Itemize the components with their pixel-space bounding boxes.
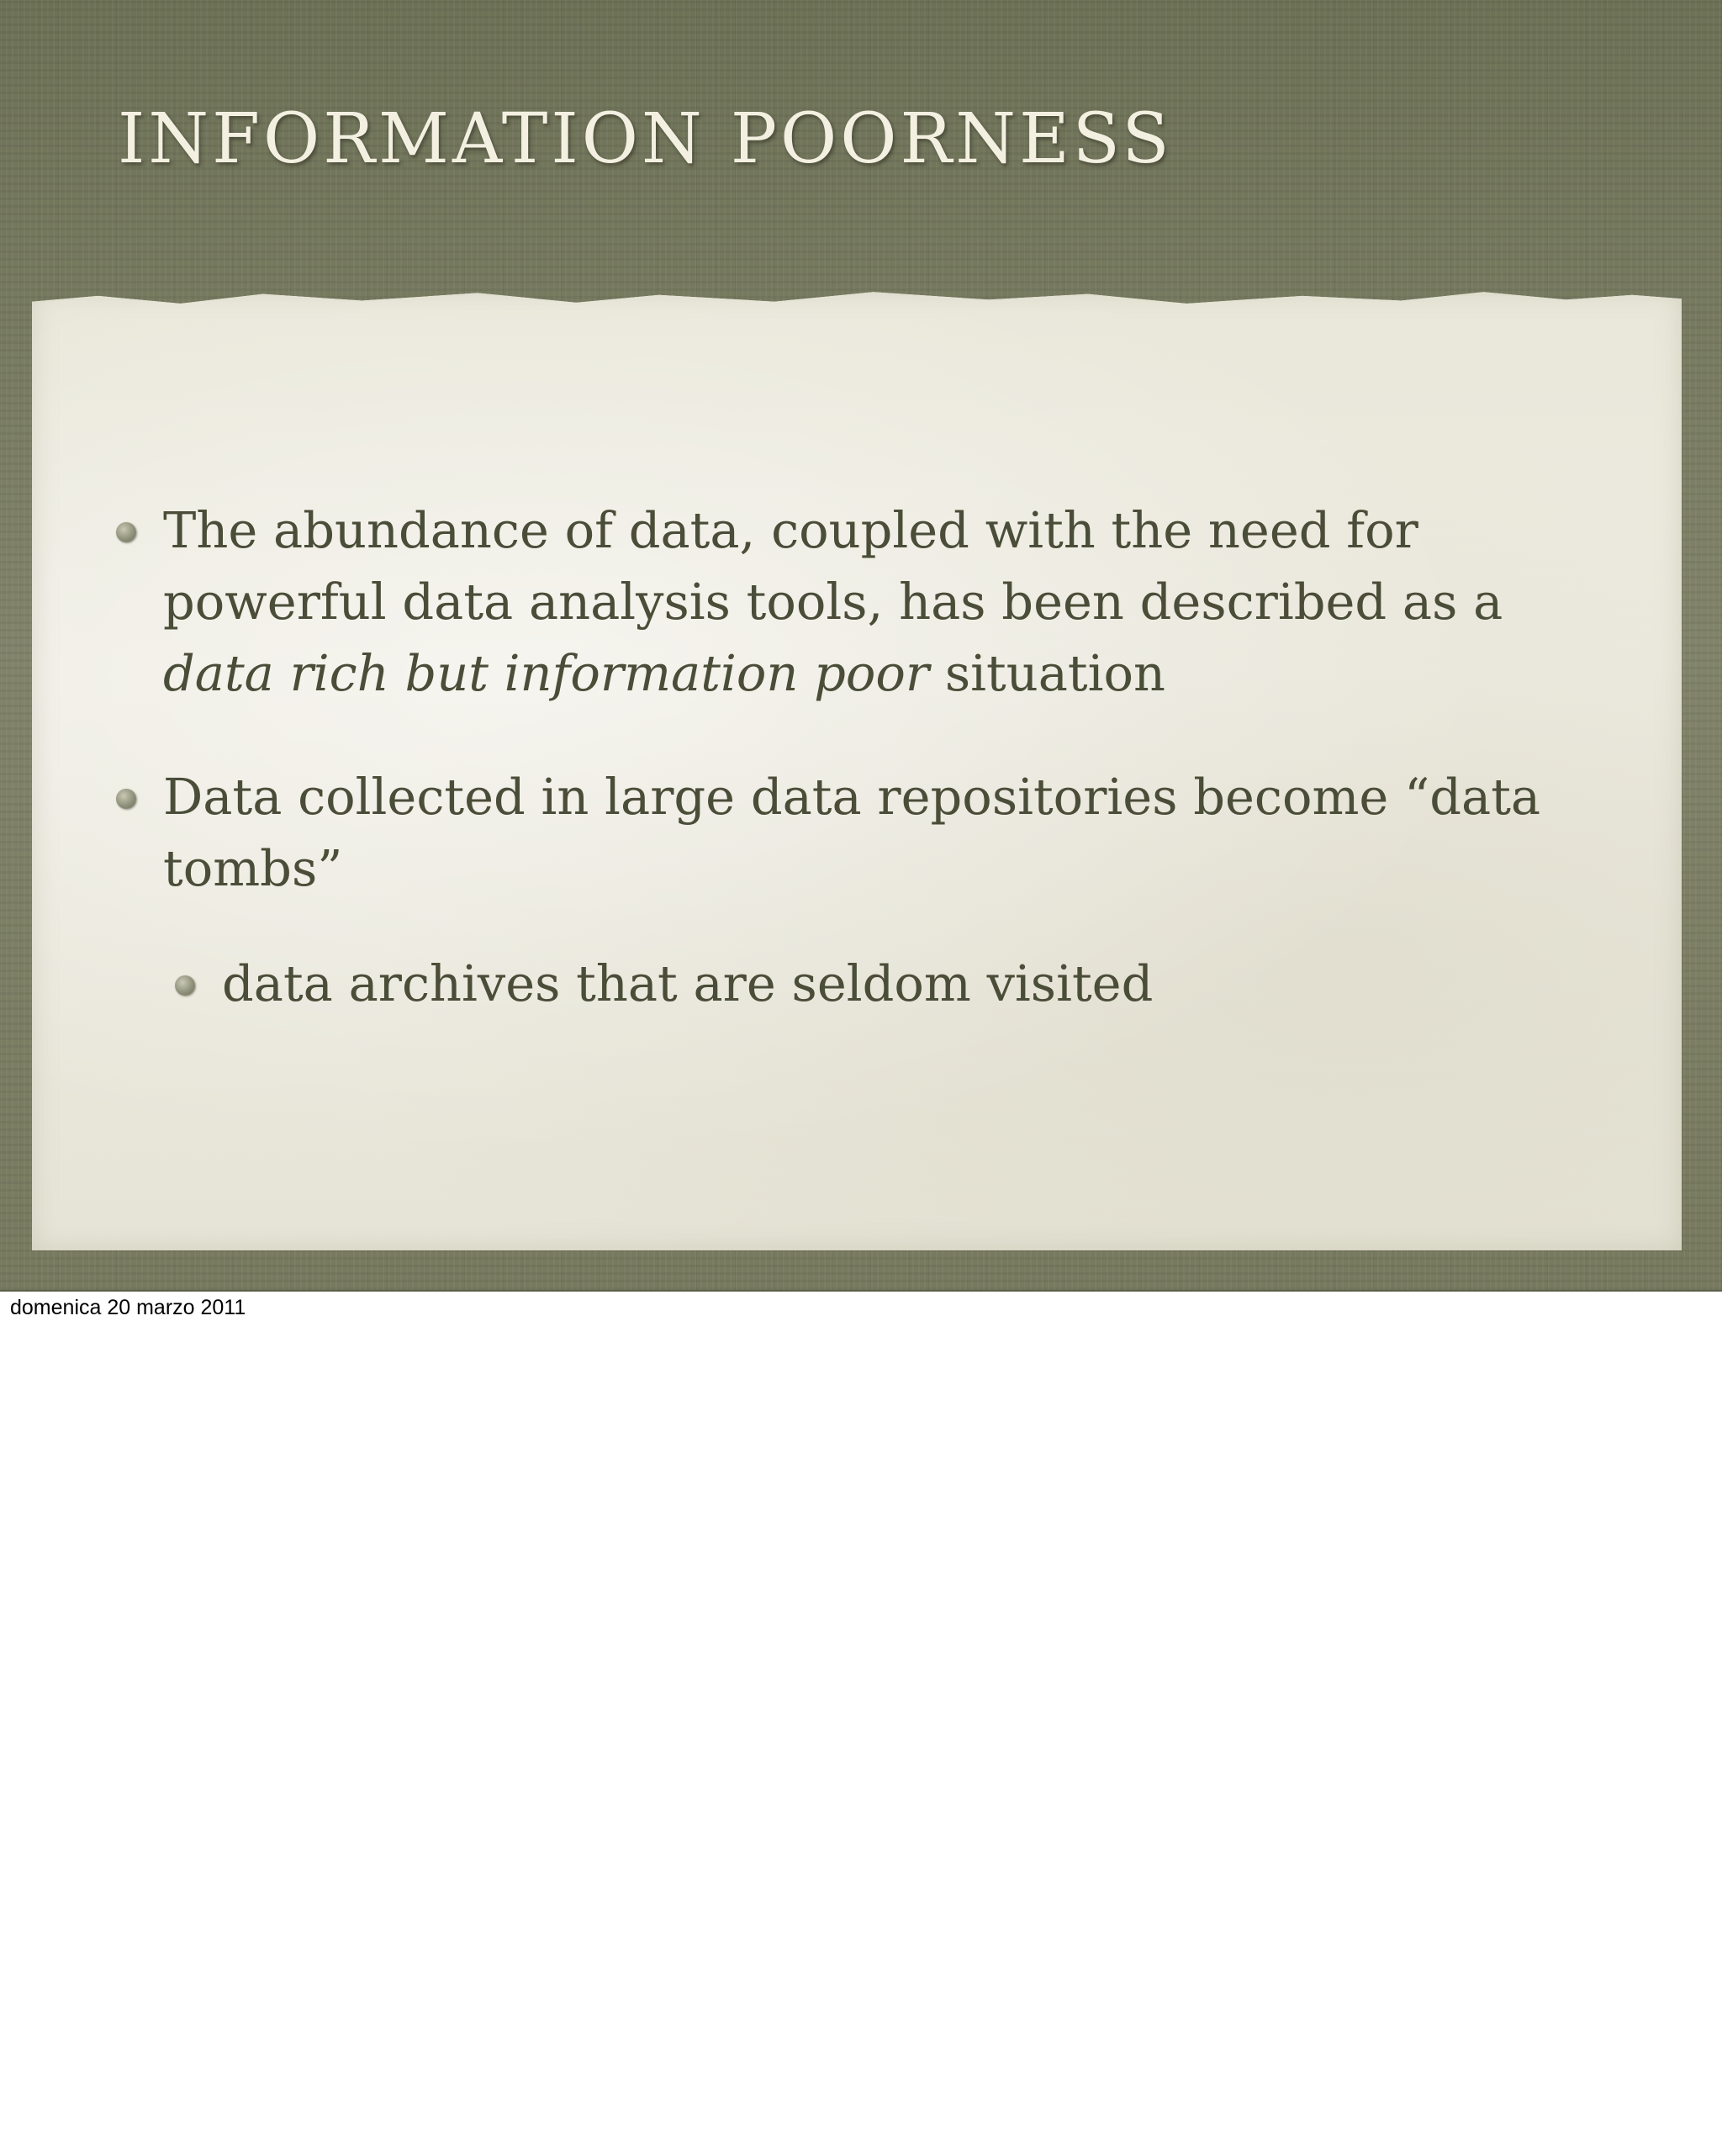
footer-date: domenica 20 marzo 2011 <box>10 1296 246 1319</box>
bullet-emphasis: data rich but information poor <box>163 644 930 702</box>
slide-content <box>116 494 1596 1071</box>
bullet-item <box>116 761 1596 904</box>
slide-title: INFORMATION POORNESS <box>118 99 1173 179</box>
bullet-text: Data collected in large data repositories become “data tombs” <box>163 768 1541 897</box>
bullet-dot-icon <box>175 975 195 996</box>
bullet-dot-icon <box>116 789 136 809</box>
sub-bullet-text: data archives that are seldom visited <box>222 954 1154 1012</box>
sub-bullet-item <box>175 948 1596 1019</box>
bullet-item <box>116 494 1596 709</box>
bullet-text-end: situation <box>929 644 1165 702</box>
bullet-text: The abundance of data, coupled with the need for powerful data analysis tools, has been described as a <box>163 501 1503 631</box>
bullet-dot-icon <box>116 522 136 542</box>
